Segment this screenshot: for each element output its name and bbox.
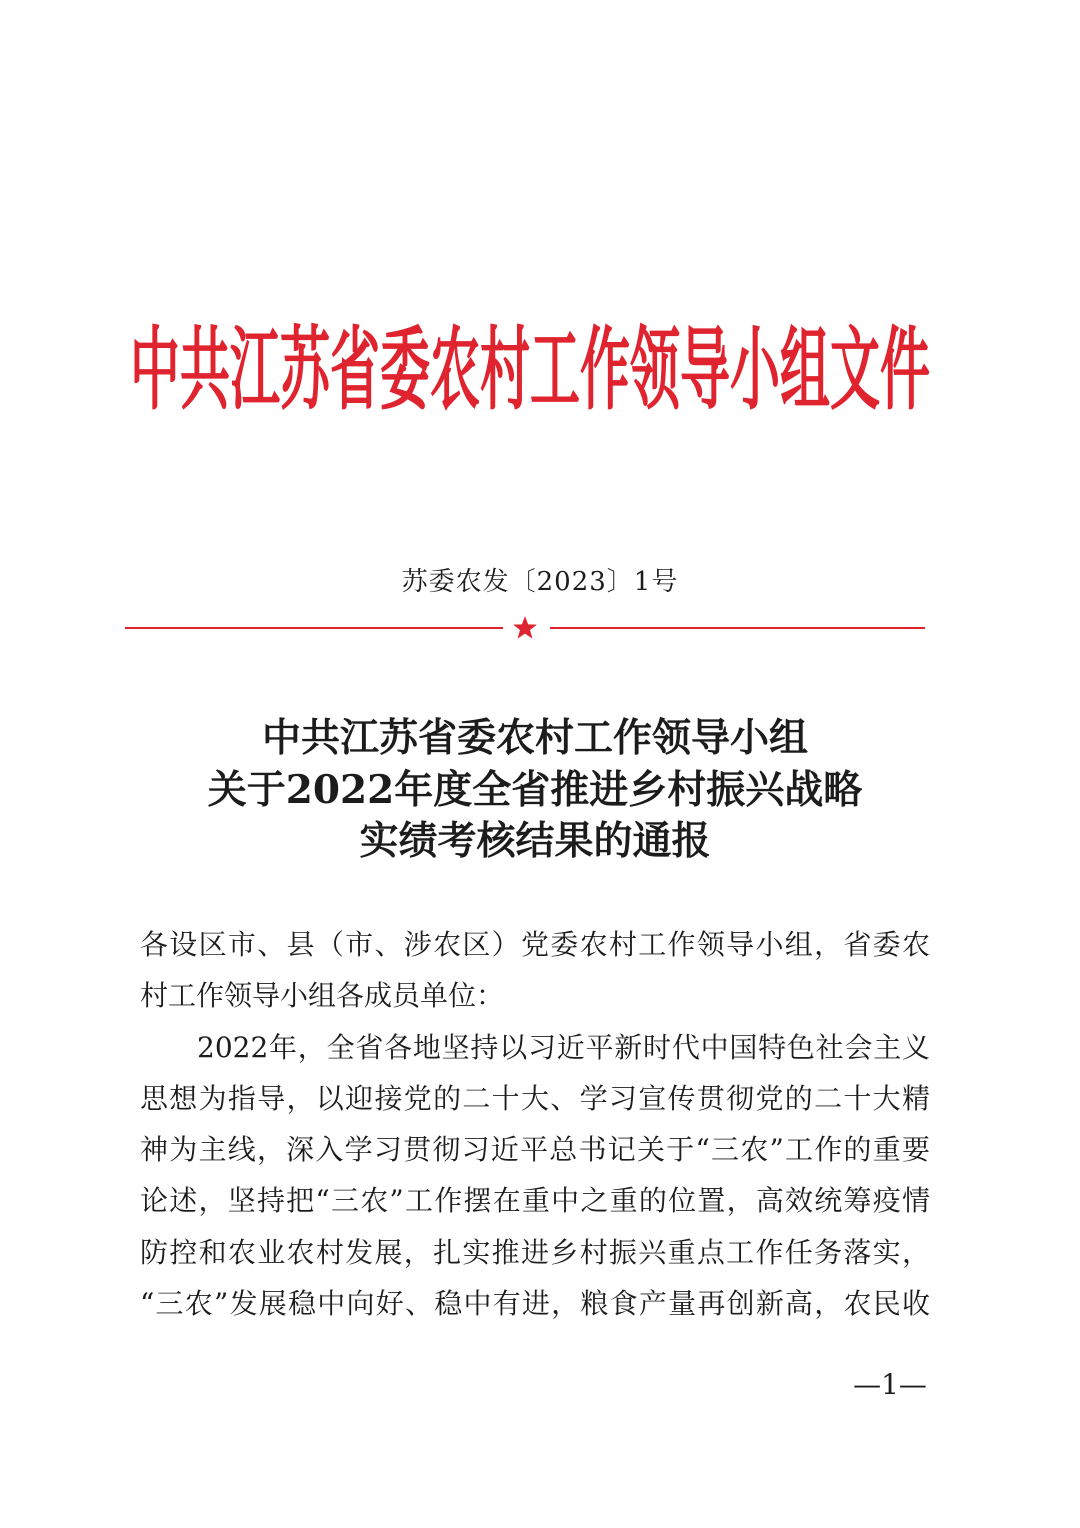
notice-title-line-1: 中共江苏省委农村工作领导小组 — [261, 715, 808, 761]
notice-title-line-3: 实绩考核结果的通报 — [359, 818, 711, 864]
letterhead-title: 中共江苏省委农村工作领导小组文件 — [130, 316, 930, 423]
red-rule-left — [125, 627, 503, 629]
star-icon — [512, 615, 538, 641]
paragraph-line: 2022年，全省各地坚持以习近平新时代中国特色社会主义 — [197, 1030, 930, 1064]
document-number: 苏委农发〔2023〕1号 — [401, 567, 679, 597]
page-number: —1— — [853, 1368, 927, 1401]
paragraph-line: 神为主线，深入学习贯彻习近平总书记关于“三农”工作的重要 — [140, 1133, 930, 1167]
paragraph-line: “三农”发展稳中向好、稳中有进，粮食产量再创新高，农民收 — [140, 1287, 930, 1321]
paragraph-line: 防控和农业农村发展，扎实推进乡村振兴重点工作任务落实， — [140, 1235, 930, 1269]
paragraph-line: 论述，坚持把“三农”工作摆在重中之重的位置，高效统筹疫情 — [140, 1184, 930, 1218]
paragraph-line: 思想为指导，以迎接党的二十大、学习宣传贯彻党的二十大精 — [140, 1081, 930, 1115]
salutation-line: 村工作领导小组各成员单位： — [140, 979, 505, 1013]
notice-title-line-2: 关于2022年度全省推进乡村振兴战略 — [207, 767, 863, 813]
body-text — [140, 919, 930, 1329]
red-rule-right — [550, 627, 925, 629]
salutation-line: 各设区市、县（市、涉农区）党委农村工作领导小组，省委农 — [140, 928, 930, 961]
